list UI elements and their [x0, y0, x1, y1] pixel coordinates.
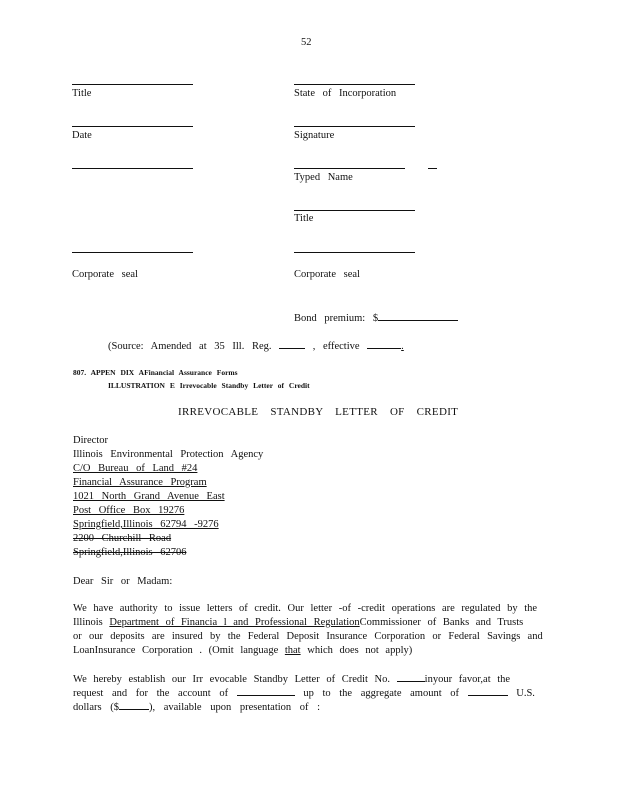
typed-name-label: Typed Name [294, 172, 353, 183]
page-number: 52 [301, 37, 312, 48]
address-line-8: 2200 Churchill Road [73, 533, 172, 544]
source-note-end: . [401, 341, 404, 352]
address-line-7: Springfield,Illinois 62794 -9276 [73, 519, 219, 530]
corporate-seal-left-label: Corporate seal [72, 269, 138, 280]
para2-line2-b: up to the aggregate amount of [303, 688, 459, 699]
title-right-label: Title [294, 213, 314, 224]
corporate-seal-left-line [72, 252, 193, 253]
letter-number-blank [397, 672, 425, 682]
para2-line1-b: inyour favor,at the [424, 674, 511, 685]
title-left-line [72, 84, 193, 85]
source-note-prefix: (Source: Amended at 35 Ill. Reg. [108, 341, 272, 352]
para1-line4-b: that [284, 645, 301, 656]
para1-line1: We have authority to issue letters of credit. Our letter -of -credit operations are regulated by the [73, 603, 538, 614]
source-note-mid: , effective [312, 341, 360, 352]
para1-line2-c: Commissioner of Banks and Trusts [359, 617, 524, 628]
section-heading-line2: ILLUSTRATION E Irrevocable Standby Letter of Credit [108, 381, 310, 390]
address-line-1: Director [73, 435, 108, 446]
extra-left-line [72, 168, 193, 169]
address-line-2: Illinois Environmental Protection Agency [73, 449, 264, 460]
address-line-9: Springfield,Illinois 62706 [73, 547, 187, 558]
para2-line3-b: ), available upon presentation of : [148, 702, 321, 713]
address-line-6: Post Office Box 19276 [73, 505, 185, 516]
date-line [72, 126, 193, 127]
para2-line3-a: dollars ($ [73, 702, 119, 713]
corporate-seal-right-label: Corporate seal [294, 269, 360, 280]
address-line-5: 1021 North Grand Avenue East [73, 491, 225, 502]
para2-line3 [73, 700, 320, 713]
state-line [294, 84, 415, 85]
bond-premium-label: Bond premium: $ [294, 313, 379, 324]
title-right-line [294, 210, 415, 211]
section-heading-line1: 807. APPEN DIX AFinancial Assurance Forms [73, 368, 238, 377]
para1-line2 [73, 617, 523, 628]
address-line-4: Financial Assurance Program [73, 477, 207, 488]
bond-premium [294, 311, 458, 324]
typed-name-short-line [428, 168, 437, 169]
source-note-blank-1 [279, 339, 305, 349]
para2-line2-a: request and for the account of [73, 688, 229, 699]
bond-premium-blank [378, 311, 458, 321]
date-label: Date [72, 130, 92, 141]
signature-line [294, 126, 415, 127]
signature-label: Signature [294, 130, 335, 141]
amount-blank [468, 686, 508, 696]
corporate-seal-right-line [294, 252, 415, 253]
para1-line2-a: Illinois [73, 617, 103, 628]
para2-line2 [73, 686, 535, 699]
para2-line2-c: U.S. [516, 688, 535, 699]
para1-line4-c: which does not apply) [307, 645, 413, 656]
para1-line2-b: Department of Financia l and Professional Regulation [109, 617, 360, 628]
para1-line4 [73, 645, 412, 656]
typed-name-line [294, 168, 405, 169]
letter-title: IRREVOCABLE STANDBY LETTER OF CREDIT [178, 406, 459, 418]
para1-line4-a: LoanInsurance Corporation . (Omit language [73, 645, 279, 656]
source-note [108, 339, 404, 352]
source-note-blank-2 [367, 339, 401, 349]
title-left-label: Title [72, 88, 92, 99]
state-of-incorporation-label: State of Incorporation [294, 88, 397, 99]
para2-line1 [73, 672, 510, 685]
dollars-blank [119, 700, 149, 710]
para2-line1-a: We hereby establish our Irr evocable Standby Letter of Credit No. [73, 674, 391, 685]
para1-line3: or our deposits are insured by the Federal Deposit Insurance Corporation or Federal Savings and [73, 631, 543, 642]
account-blank [237, 686, 295, 696]
salutation: Dear Sir or Madam: [73, 576, 173, 587]
address-line-3: C/O Bureau of Land #24 [73, 463, 198, 474]
